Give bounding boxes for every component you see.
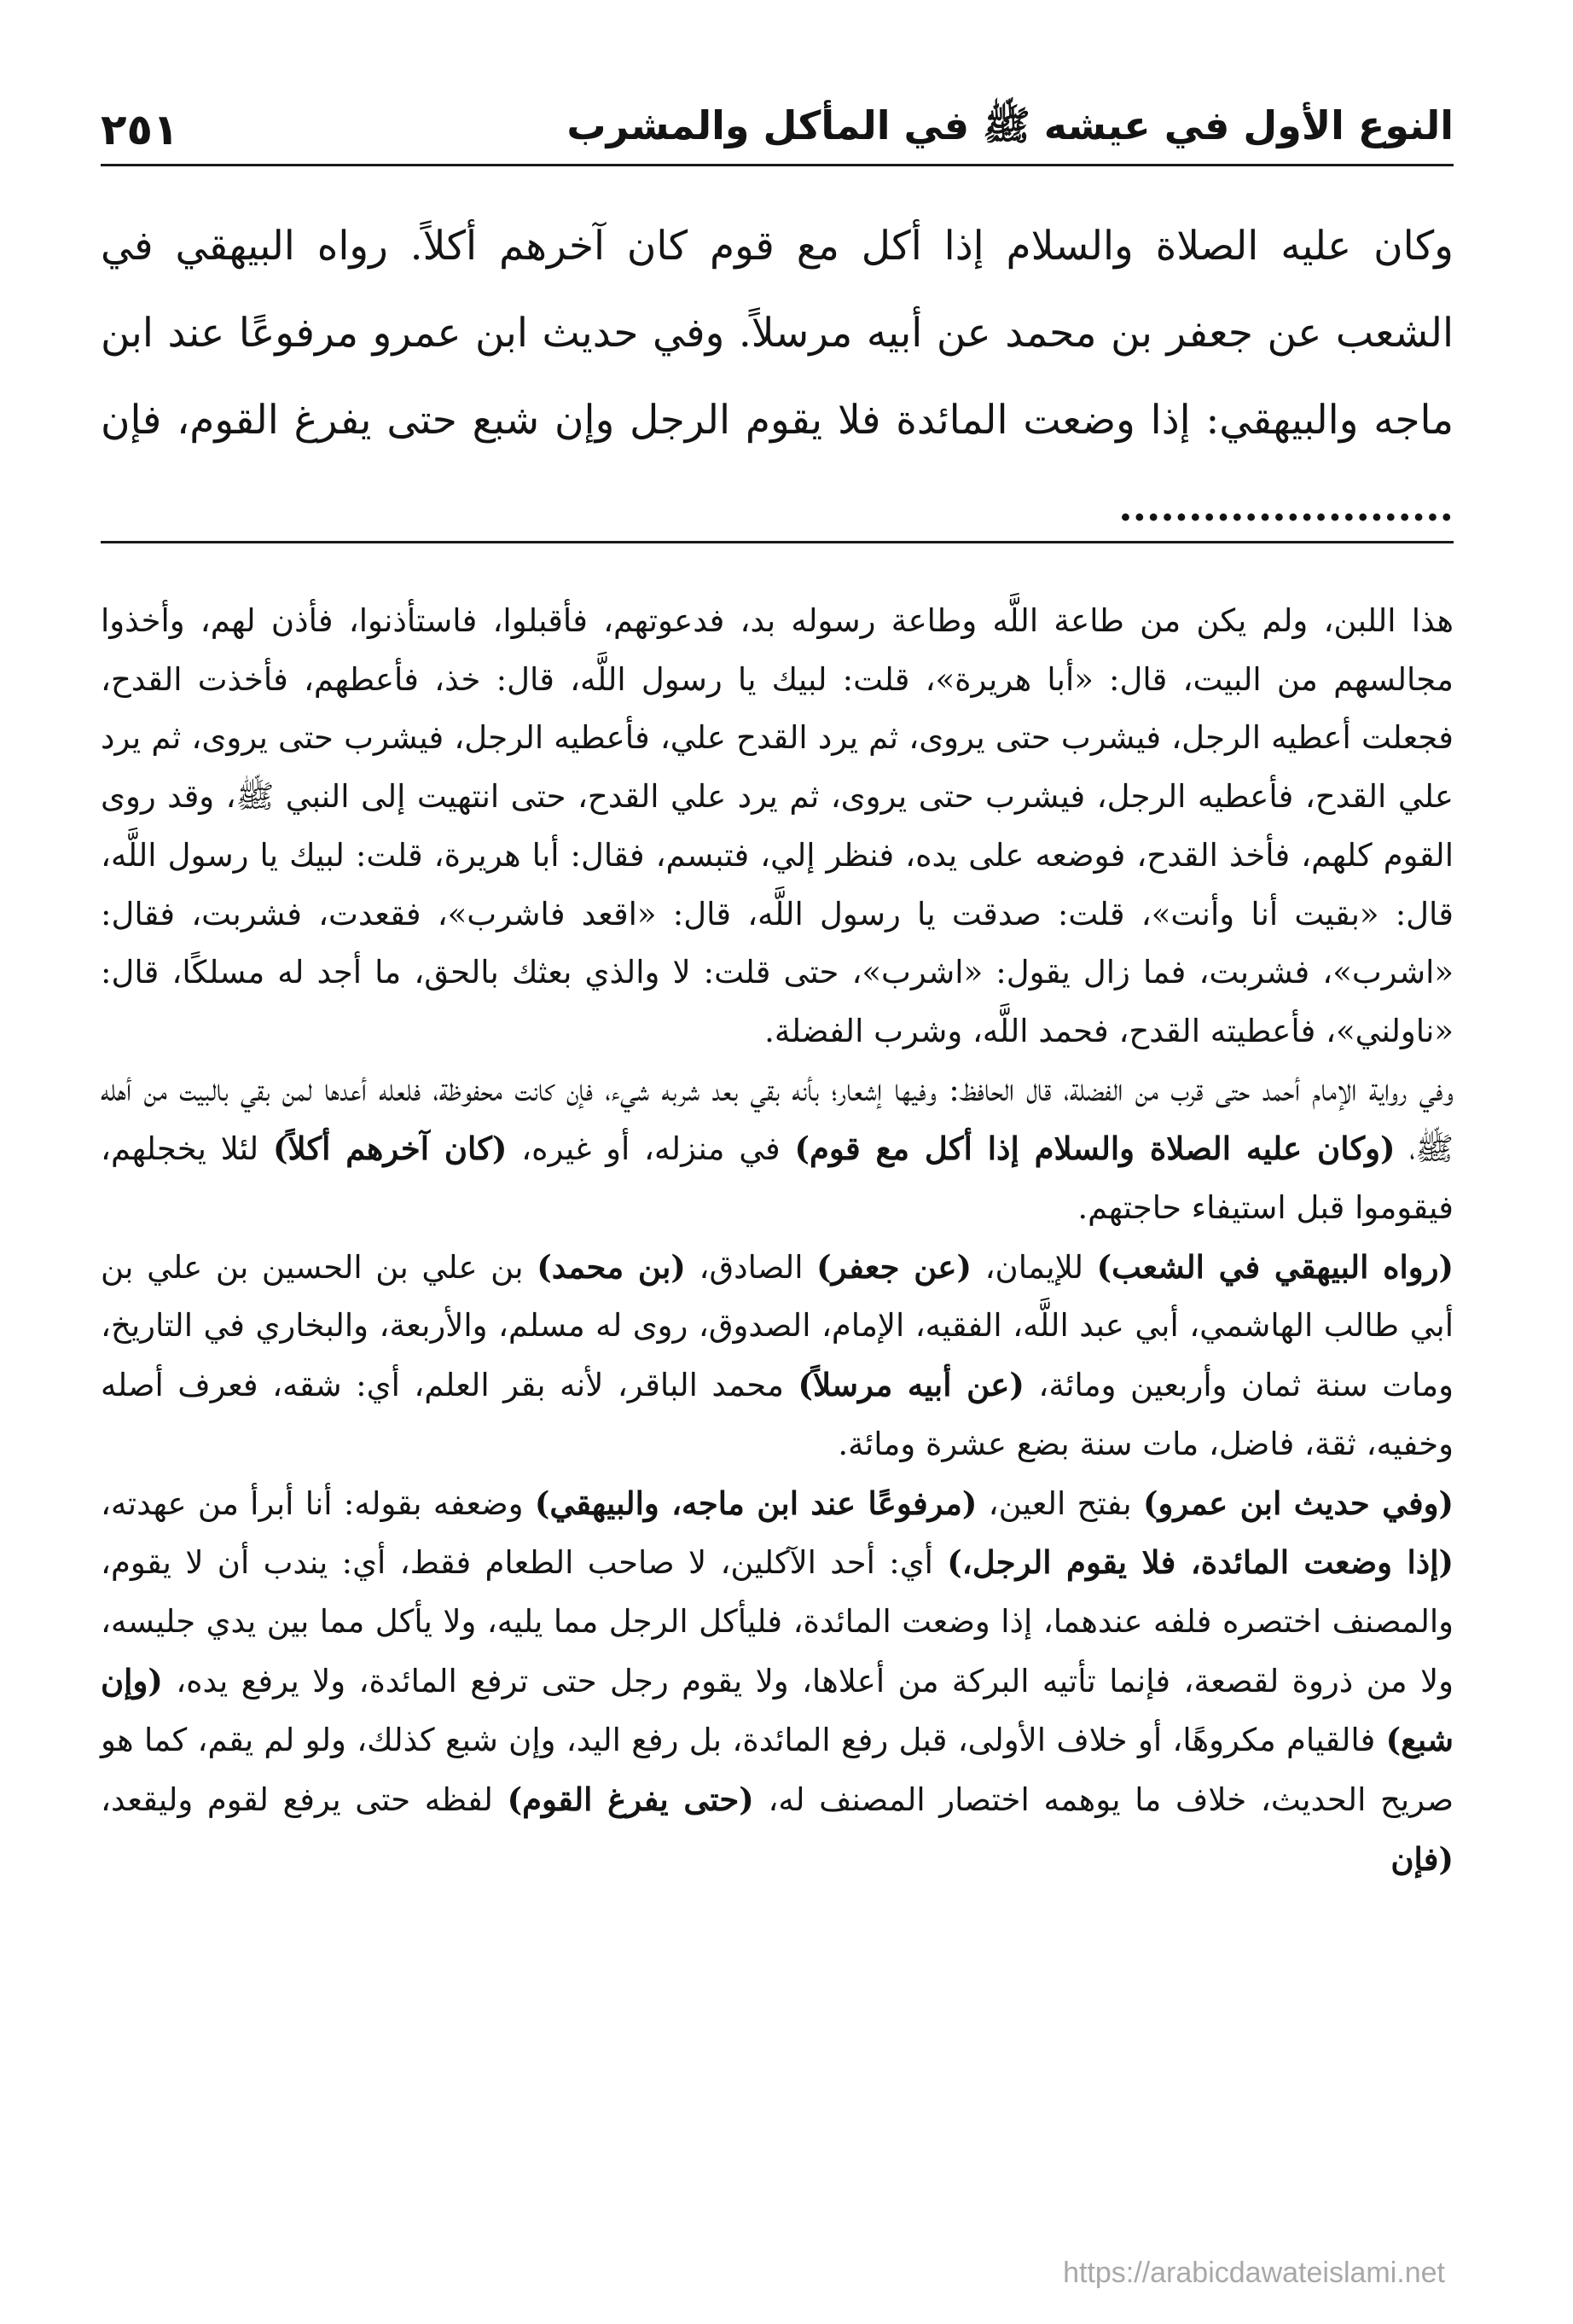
quoted-matn: (رواه البيهقي في الشعب) bbox=[1096, 1247, 1454, 1286]
quoted-matn: (وفي حديث ابن عمرو) bbox=[1142, 1484, 1454, 1522]
commentary-span: بفتح العين، bbox=[977, 1484, 1143, 1522]
commentary-paragraph-1: هذا اللبن، ولم يكن من طاعة اللَّه وطاعة رسوله بد، فدعوتهم، فأقبلوا، فاستأذنوا، فأذن لهم، وأخذوا مجالسهم من البيت، قال: «أبا هريرة»، قلت: لبيك يا رسول اللَّه، قال: خذ، فأعطهم، فأخذت القدح، فجعلت أعطيه الرجل، فيشرب حتى يروى، ثم يرد القدح علي، فأعطيه الرجل، فيشرب حتى يروى، ثم يرد علي القدح، فأعطيه الرجل، فيشرب حتى يروى، ثم يرد علي القدح، حتى انتهيت إلى النبي ﷺ، وقد روى القوم كلهم، فأخذ القدح، فوضعه على يده، فنظر إلي، فتبسم، فقال: أبا هريرة، قلت: لبيك يا رسول اللَّه، قال: «بقيت أنا وأنت»، قلت: صدقت يا رسول اللَّه، قال: «اقعد فاشرب»، فقعدت، فشربت، فقال: «اشرب»، فشربت، فما زال يقول: «اشرب»، حتى قلت: لا والذي بعثك بالحق، ما أجد له مسلكًا، قال: «ناولني»، فأعطيته القدح، فحمد اللَّه، وشرب الفضلة. bbox=[101, 602, 1454, 1049]
commentary-span: الصادق، bbox=[685, 1248, 817, 1286]
commentary-paragraph-3 bbox=[101, 1238, 1454, 1474]
quoted-matn: (وكان عليه الصلاة والسلام إذا أكل مع قوم) bbox=[794, 1130, 1396, 1168]
commentary-paragraph-4 bbox=[101, 1474, 1454, 1890]
commentary-span: في منزله، أو غيره، bbox=[507, 1130, 795, 1168]
quoted-matn: (فإن bbox=[1390, 1839, 1454, 1878]
quoted-matn: (وإن شبع) bbox=[101, 1661, 1454, 1759]
commentary-paragraph-2 bbox=[101, 1061, 1454, 1238]
commentary-span: للإيمان، bbox=[972, 1248, 1097, 1286]
quoted-matn: (إذا وضعت المائدة، فلا يقوم الرجل،) bbox=[947, 1543, 1454, 1582]
commentary-text bbox=[101, 592, 1454, 1889]
quoted-matn: (مرفوعًا عند ابن ماجه، والبيهقي) bbox=[534, 1484, 978, 1522]
quoted-matn: (كان آخرهم أكلاً) bbox=[272, 1130, 508, 1168]
running-title: النوع الأول في عيشه ﷺ في المأكل والمشرب bbox=[566, 102, 1454, 148]
quoted-matn: (حتى يفرغ القوم) bbox=[507, 1781, 754, 1819]
commentary-span: وفي رواية الإمام أحمد حتى قرب من الفضلة، قال الحافظ: وفيها إشعار؛ بأنه بقي بعد شربه شيء، فإن كانت محفوظة، فلعله أعدها لمن بقي بالبيت من أهله ﷺ، bbox=[101, 1071, 1454, 1168]
commentary-span: وضعفه بقوله: أنا أبرأ من عهدته، bbox=[101, 1484, 535, 1522]
quoted-matn: (بن محمد) bbox=[537, 1247, 686, 1286]
quoted-matn: (عن أبيه مرسلاً) bbox=[798, 1366, 1024, 1404]
commentary-span: محمد الباقر، لأنه بقر العلم، أي: شقه، فعرف أصله وخفيه، ثقة، فاضل، مات سنة بضع عشرة ومائة. bbox=[101, 1367, 1454, 1462]
page-number: ٢٥١ bbox=[101, 105, 179, 154]
text-separator-line bbox=[101, 541, 1454, 543]
commentary-span: لئلا يخجلهم، فيقوموا قبل استيفاء حاجتهم. bbox=[101, 1130, 1454, 1227]
main-text-body: وكان عليه الصلاة والسلام إذا أكل مع قوم كان آخرهم أكلاً. رواه البيهقي في الشعب عن جعفر بن محمد عن أبيه مرسلاً. وفي حديث ابن عمرو مرفوعًا عند ابن ماجه والبيهقي: إذا وضعت المائدة فلا يقوم الرجل وإن شبع حتى يفرغ القوم، فإن bbox=[101, 223, 1454, 444]
source-watermark: https://arabicdawateislami.net bbox=[1063, 2257, 1445, 2289]
main-text-paragraph bbox=[101, 203, 1454, 551]
main-text bbox=[101, 203, 1454, 551]
quoted-matn: (عن جعفر) bbox=[816, 1247, 972, 1286]
commentary-span: فالقيام مكروهًا، أو خلاف الأولى، قبل رفع المائدة، بل رفع اليد، وإن شبع كذلك، ولو لم يقم، كما هو صريح الحديث، خلاف ما يوهمه اختصار المصنف له، bbox=[101, 1722, 1454, 1819]
commentary-span: أي: أحد الآكلين، لا صاحب الطعام فقط، أي: يندب أن لا يقوم، والمصنف اختصره فلفه عندهما، إذا وضعت المائدة، فليأكل الرجل مما يليه، ولا يأكل مما بين يدي جليسه، ولا من ذروة لقصعة، فإنما تأتيه البركة من أعلاها، ولا يقوم رجل حتى ترفع المائدة، ولا يرفع يده، bbox=[101, 1544, 1454, 1699]
continuation-dots: ........................ bbox=[1118, 484, 1454, 531]
commentary-span: بن علي بن الحسين بن علي بن أبي طالب الهاشمي، أبي عبد اللَّه، الفقيه، الإمام، الصدوق، روى له مسلم، والأربعة، والبخاري في التاريخ، ومات سنة ثمان وأربعين ومائة، bbox=[101, 1248, 1454, 1404]
page-header bbox=[101, 96, 1454, 166]
commentary-span: لفظه حتى يرفع لقوم وليقعد، bbox=[101, 1781, 508, 1819]
